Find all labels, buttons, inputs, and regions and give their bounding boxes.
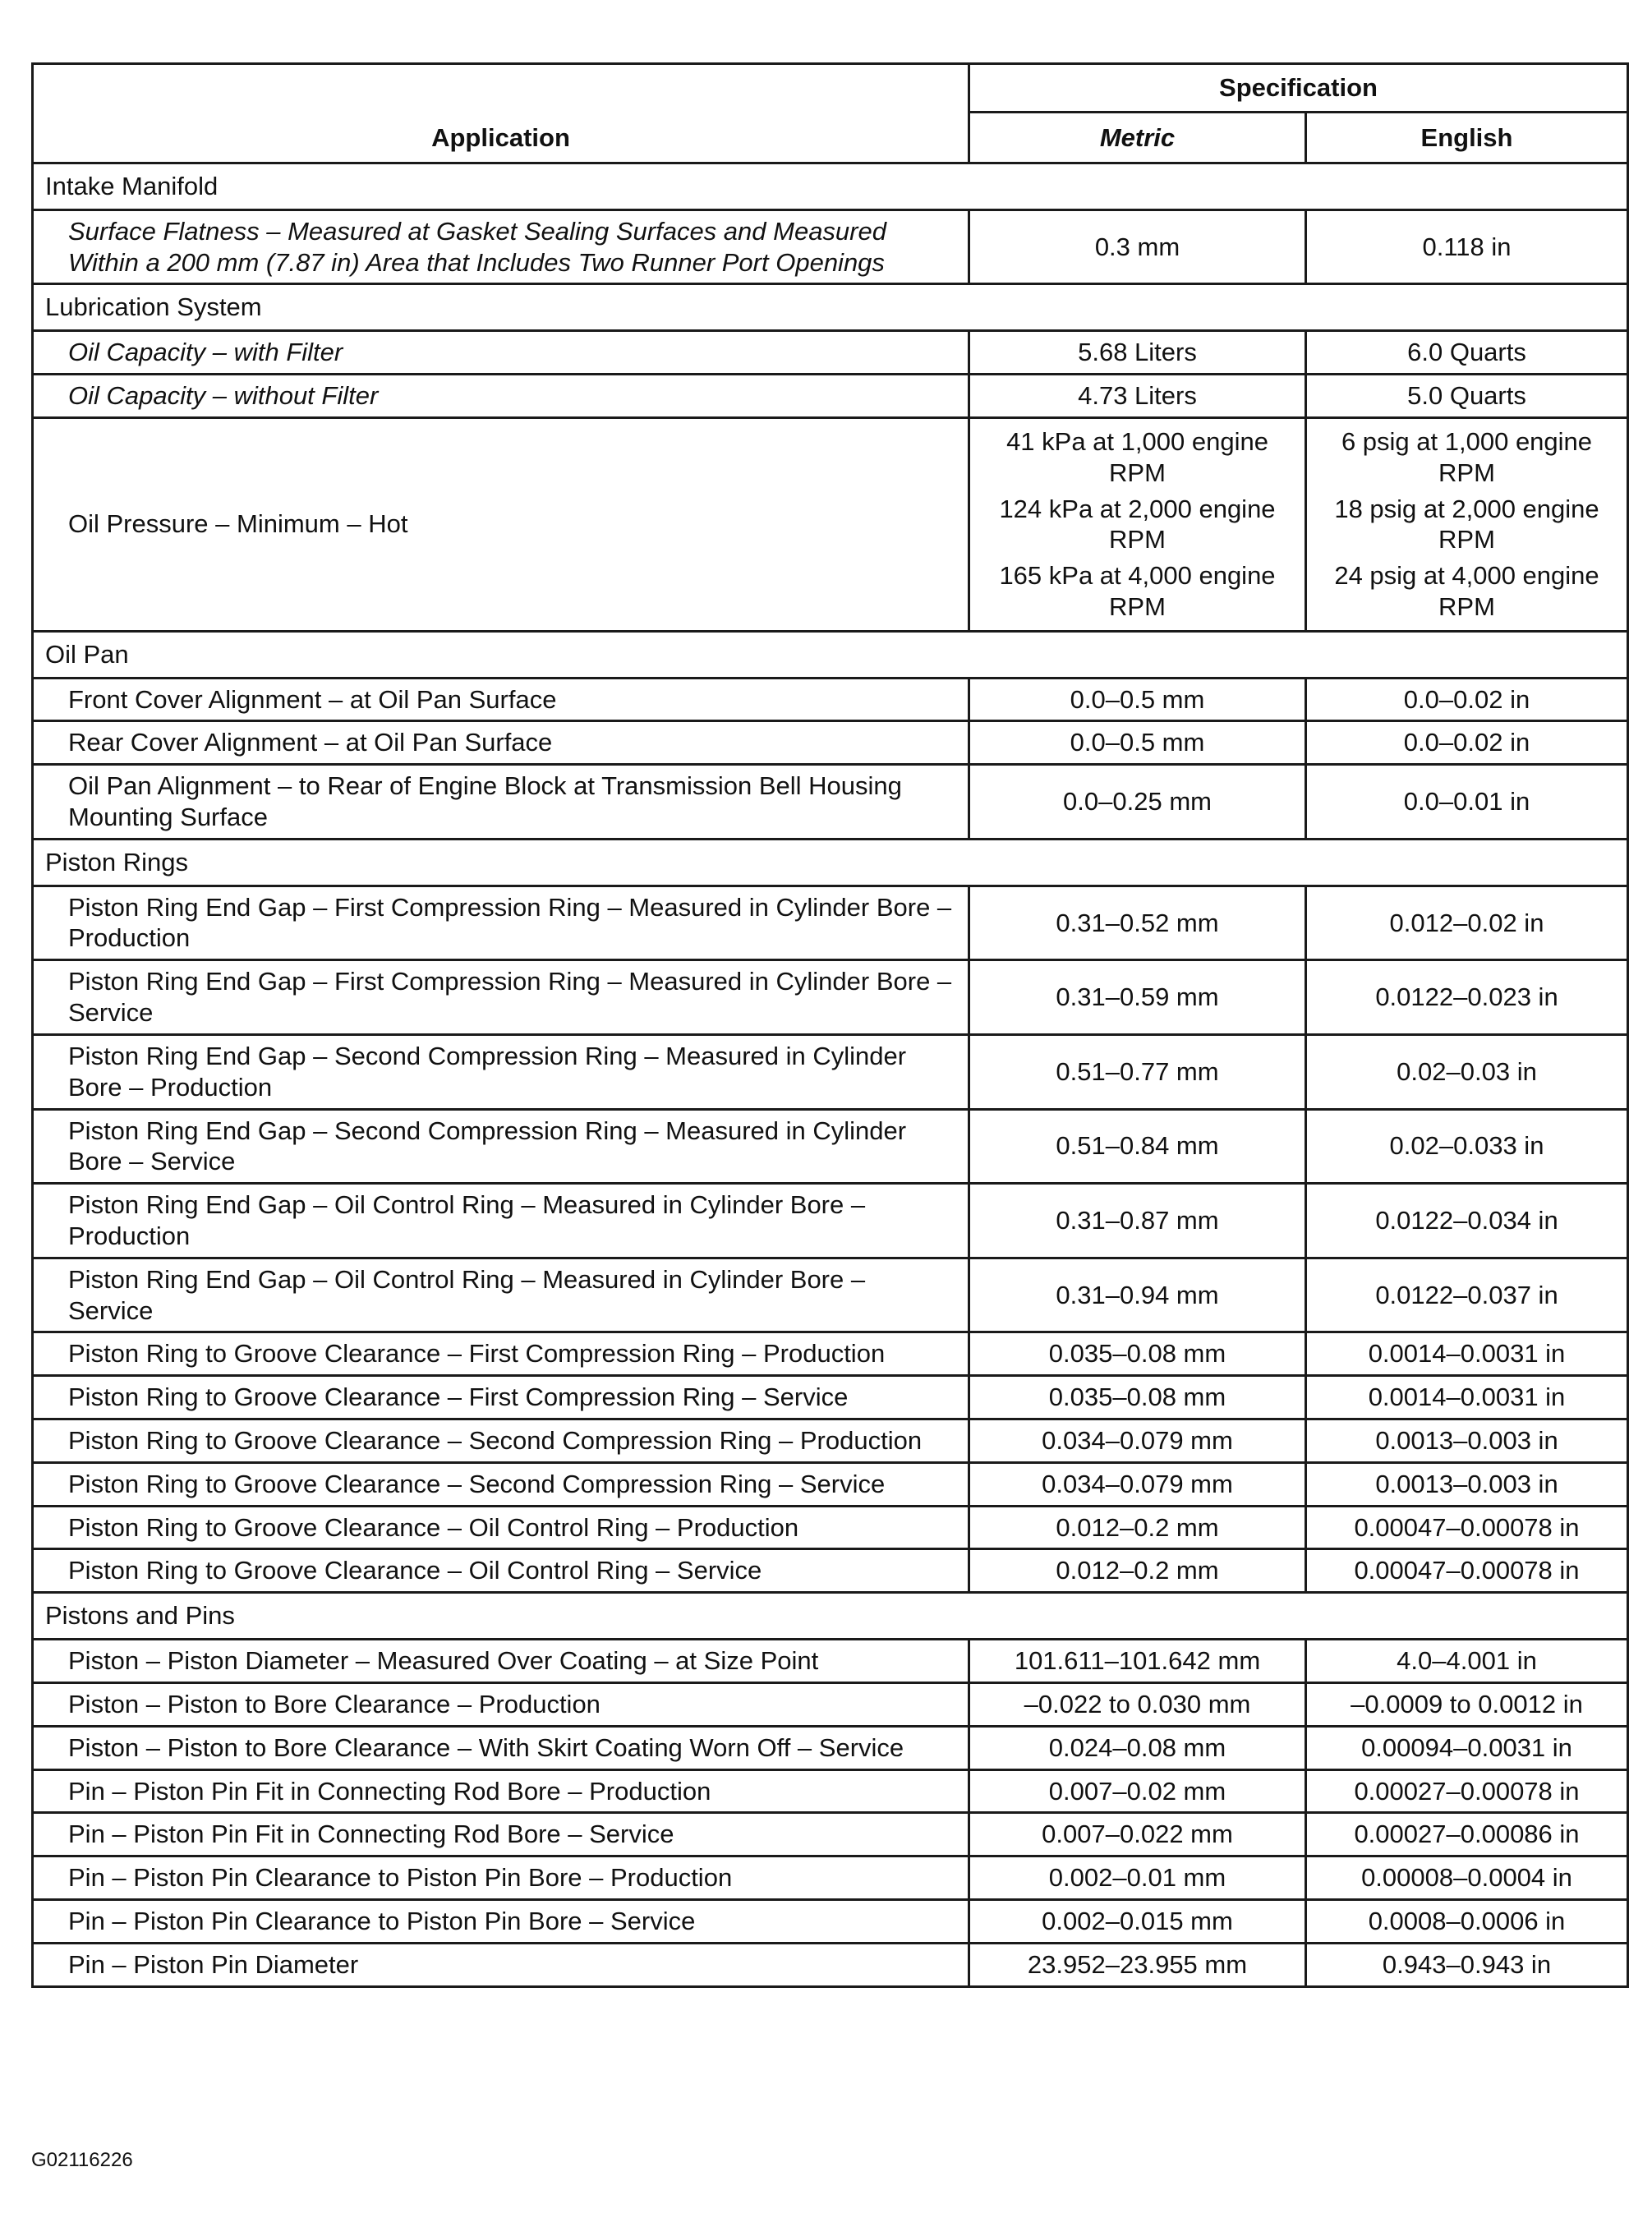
- table-row: [33, 886, 1628, 960]
- metric-value-cell: 0.3 mm: [969, 209, 1306, 284]
- application-cell: Front Cover Alignment – at Oil Pan Surface: [33, 678, 969, 721]
- english-value-cell: 0.0–0.02 in: [1306, 678, 1628, 721]
- metric-value-cell: 0.034–0.079 mm: [969, 1462, 1306, 1506]
- table-row: [33, 1813, 1628, 1856]
- metric-value-cell: 0.0–0.5 mm: [969, 721, 1306, 765]
- table-row: [33, 1462, 1628, 1506]
- english-value-cell: 0.0008–0.0006 in: [1306, 1899, 1628, 1943]
- application-cell: Piston Ring End Gap – First Compression Ring – Measured in Cylinder Bore – Service: [33, 960, 969, 1035]
- metric-value-cell: 0.002–0.015 mm: [969, 1899, 1306, 1943]
- section-title: Intake Manifold: [33, 163, 1628, 210]
- metric-value-cell: 0.035–0.08 mm: [969, 1332, 1306, 1376]
- application-cell: Pin – Piston Pin Clearance to Piston Pin Bore – Service: [33, 1899, 969, 1943]
- application-cell: Piston – Piston to Bore Clearance – With Skirt Coating Worn Off – Service: [33, 1726, 969, 1769]
- section-row: [33, 631, 1628, 678]
- english-value-cell: 4.0–4.001 in: [1306, 1640, 1628, 1683]
- metric-value-cell: 23.952–23.955 mm: [969, 1943, 1306, 1986]
- application-cell: Oil Pan Alignment – to Rear of Engine Block at Transmission Bell Housing Mounting Surface: [33, 765, 969, 840]
- table-row: [33, 678, 1628, 721]
- application-cell: Piston Ring to Groove Clearance – Second Compression Ring – Service: [33, 1462, 969, 1506]
- table-row: [33, 375, 1628, 418]
- table-row: [33, 1682, 1628, 1726]
- metric-value-cell: 5.68 Liters: [969, 331, 1306, 375]
- metric-value-cell: 0.012–0.2 mm: [969, 1506, 1306, 1549]
- english-value-line: 6 psig at 1,000 engine RPM: [1341, 426, 1593, 487]
- application-cell: Piston Ring to Groove Clearance – First Compression Ring – Service: [33, 1376, 969, 1419]
- application-cell: Piston Ring End Gap – Second Compression Ring – Measured in Cylinder Bore – Production: [33, 1034, 969, 1109]
- table-row: [33, 1943, 1628, 1986]
- table-row: [33, 765, 1628, 840]
- english-value-line: 24 psig at 4,000 engine RPM: [1334, 561, 1599, 621]
- section-row: [33, 1593, 1628, 1640]
- english-value-cell: 0.0–0.01 in: [1306, 765, 1628, 840]
- english-value-cell: [1306, 417, 1628, 631]
- english-value-cell: –0.0009 to 0.0012 in: [1306, 1682, 1628, 1726]
- english-value-cell: 0.02–0.03 in: [1306, 1034, 1628, 1109]
- metric-value-cell: –0.022 to 0.030 mm: [969, 1682, 1306, 1726]
- metric-value-cell: 0.035–0.08 mm: [969, 1376, 1306, 1419]
- metric-value-cell: 0.007–0.022 mm: [969, 1813, 1306, 1856]
- english-value-cell: 0.012–0.02 in: [1306, 886, 1628, 960]
- table-row: [33, 1726, 1628, 1769]
- metric-value-cell: 0.024–0.08 mm: [969, 1726, 1306, 1769]
- application-cell: Piston – Piston Diameter – Measured Over Coating – at Size Point: [33, 1640, 969, 1683]
- english-value-cell: 0.0122–0.023 in: [1306, 960, 1628, 1035]
- application-cell: Piston Ring to Groove Clearance – First Compression Ring – Production: [33, 1332, 969, 1376]
- header-english: English: [1306, 113, 1628, 163]
- english-value-cell: 6.0 Quarts: [1306, 331, 1628, 375]
- figure-code: G02116226: [31, 2149, 133, 2171]
- metric-value-cell: 101.611–101.642 mm: [969, 1640, 1306, 1683]
- english-value-cell: 0.0013–0.003 in: [1306, 1462, 1628, 1506]
- english-value-cell: 0.0122–0.037 in: [1306, 1258, 1628, 1332]
- section-title: Pistons and Pins: [33, 1593, 1628, 1640]
- table-row: [33, 1184, 1628, 1258]
- metric-value-cell: 0.007–0.02 mm: [969, 1769, 1306, 1813]
- table-row: [33, 1899, 1628, 1943]
- english-value-line: 18 psig at 2,000 engine RPM: [1334, 494, 1599, 554]
- metric-value-cell: 0.31–0.52 mm: [969, 886, 1306, 960]
- english-value-cell: 0.00008–0.0004 in: [1306, 1856, 1628, 1900]
- metric-value-cell: 0.51–0.84 mm: [969, 1109, 1306, 1184]
- header-application: Application: [33, 64, 969, 163]
- table-row: [33, 1034, 1628, 1109]
- english-value-cell: 0.0–0.02 in: [1306, 721, 1628, 765]
- table-row: [33, 1769, 1628, 1813]
- application-cell: Piston Ring to Groove Clearance – Oil Control Ring – Service: [33, 1549, 969, 1593]
- header-specification: Specification: [969, 64, 1628, 113]
- table-row: [33, 1109, 1628, 1184]
- metric-value-cell: 0.034–0.079 mm: [969, 1419, 1306, 1463]
- section-title: Oil Pan: [33, 631, 1628, 678]
- table-row: [33, 1640, 1628, 1683]
- table-row: [33, 1419, 1628, 1463]
- application-cell: Pin – Piston Pin Fit in Connecting Rod Bore – Production: [33, 1769, 969, 1813]
- section-title: Lubrication System: [33, 284, 1628, 331]
- metric-value-cell: 0.002–0.01 mm: [969, 1856, 1306, 1900]
- table-row: [33, 1506, 1628, 1549]
- application-cell: Piston Ring End Gap – First Compression Ring – Measured in Cylinder Bore – Production: [33, 886, 969, 960]
- table-row: [33, 1332, 1628, 1376]
- metric-value-line: 165 kPa at 4,000 engine RPM: [999, 561, 1276, 621]
- metric-value-cell: 0.31–0.87 mm: [969, 1184, 1306, 1258]
- table-row: [33, 1376, 1628, 1419]
- metric-value-cell: 0.51–0.77 mm: [969, 1034, 1306, 1109]
- table-row: [33, 721, 1628, 765]
- english-value-cell: 0.0122–0.034 in: [1306, 1184, 1628, 1258]
- application-cell: Oil Capacity – with Filter: [33, 331, 969, 375]
- english-value-cell: 0.00047–0.00078 in: [1306, 1506, 1628, 1549]
- english-value-cell: 0.00094–0.0031 in: [1306, 1726, 1628, 1769]
- metric-value-line: 124 kPa at 2,000 engine RPM: [999, 494, 1276, 554]
- english-value-cell: 0.0014–0.0031 in: [1306, 1332, 1628, 1376]
- english-value-cell: 5.0 Quarts: [1306, 375, 1628, 418]
- application-cell: Piston Ring End Gap – Oil Control Ring – Measured in Cylinder Bore – Service: [33, 1258, 969, 1332]
- table-row: [33, 960, 1628, 1035]
- table-row: [33, 1258, 1628, 1332]
- metric-value-line: 41 kPa at 1,000 engine RPM: [1006, 426, 1268, 487]
- section-row: [33, 839, 1628, 886]
- application-cell: Rear Cover Alignment – at Oil Pan Surface: [33, 721, 969, 765]
- english-value-cell: 0.0013–0.003 in: [1306, 1419, 1628, 1463]
- metric-value-cell: 0.0–0.25 mm: [969, 765, 1306, 840]
- english-value-cell: 0.00027–0.00086 in: [1306, 1813, 1628, 1856]
- english-value-cell: 0.943–0.943 in: [1306, 1943, 1628, 1986]
- application-cell: Piston Ring to Groove Clearance – Second Compression Ring – Production: [33, 1419, 969, 1463]
- section-title: Piston Rings: [33, 839, 1628, 886]
- header-metric: Metric: [969, 113, 1306, 163]
- application-cell: Piston – Piston to Bore Clearance – Production: [33, 1682, 969, 1726]
- metric-value-cell: 4.73 Liters: [969, 375, 1306, 418]
- english-value-cell: 0.118 in: [1306, 209, 1628, 284]
- metric-value-cell: [969, 417, 1306, 631]
- table-row: [33, 331, 1628, 375]
- metric-value-cell: 0.0–0.5 mm: [969, 678, 1306, 721]
- metric-value-cell: 0.31–0.59 mm: [969, 960, 1306, 1035]
- table-row: [33, 209, 1628, 284]
- specification-body: [33, 163, 1628, 1987]
- application-cell: Oil Capacity – without Filter: [33, 375, 969, 418]
- application-cell: Piston Ring to Groove Clearance – Oil Control Ring – Production: [33, 1506, 969, 1549]
- application-cell: Piston Ring End Gap – Second Compression Ring – Measured in Cylinder Bore – Service: [33, 1109, 969, 1184]
- english-value-cell: 0.02–0.033 in: [1306, 1109, 1628, 1184]
- english-value-cell: 0.00047–0.00078 in: [1306, 1549, 1628, 1593]
- application-cell: Piston Ring End Gap – Oil Control Ring – Measured in Cylinder Bore – Production: [33, 1184, 969, 1258]
- application-cell: Surface Flatness – Measured at Gasket Sealing Surfaces and Measured Within a 200 mm (7.87 in) Area that Includes Two Runner Port Openings: [33, 209, 969, 284]
- specification-table: [31, 62, 1629, 1988]
- metric-value-cell: 0.31–0.94 mm: [969, 1258, 1306, 1332]
- section-row: [33, 163, 1628, 210]
- application-cell: Pin – Piston Pin Diameter: [33, 1943, 969, 1986]
- application-cell: Pin – Piston Pin Fit in Connecting Rod Bore – Service: [33, 1813, 969, 1856]
- application-cell: Oil Pressure – Minimum – Hot: [33, 417, 969, 631]
- table-row: [33, 1856, 1628, 1900]
- english-value-cell: 0.0014–0.0031 in: [1306, 1376, 1628, 1419]
- application-cell: Pin – Piston Pin Clearance to Piston Pin Bore – Production: [33, 1856, 969, 1900]
- metric-value-cell: 0.012–0.2 mm: [969, 1549, 1306, 1593]
- section-row: [33, 284, 1628, 331]
- table-row: [33, 417, 1628, 631]
- english-value-cell: 0.00027–0.00078 in: [1306, 1769, 1628, 1813]
- table-row: [33, 1549, 1628, 1593]
